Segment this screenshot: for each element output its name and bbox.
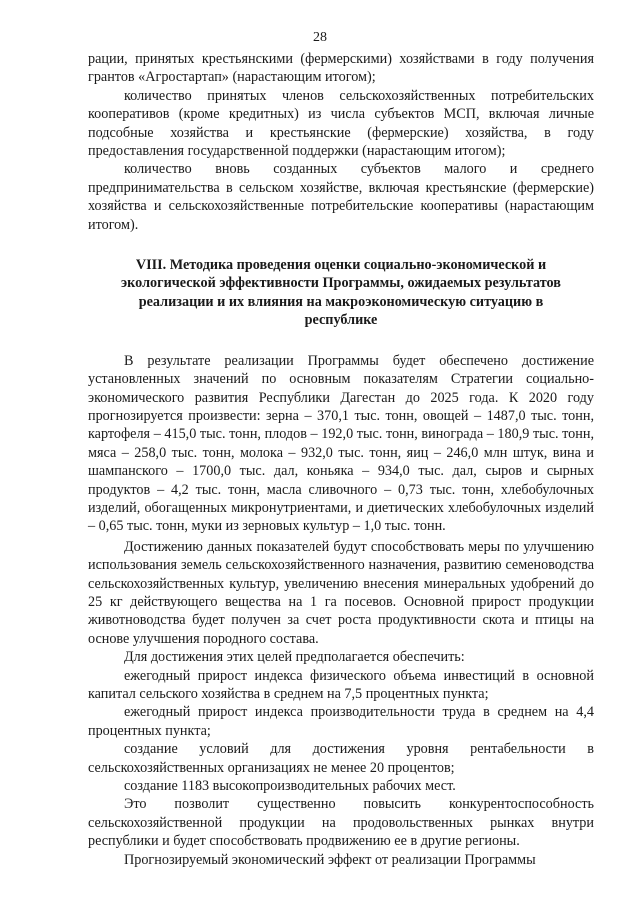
paragraph: количество вновь созданных субъектов малого и среднего предпринимательства в сельском хозяйстве, включая крестьянские (фермерские) хозяйства и сельскохозяйственные потребительские кооперативы (нарастающим итогом). [88, 161, 594, 233]
paragraph: количество принятых членов сельскохозяйственных потребительских кооперативов (кроме кредитных) из числа субъектов МСП, включая личные подсобные хозяйства и крестьянские (фермерские) хозяйства, в году предоставления государственной поддержки (нарастающим итогом); [88, 87, 594, 160]
page-number: 28 [313, 30, 327, 45]
paragraph: Для достижения этих целей предполагается обеспечить: [124, 649, 465, 666]
list-item: ежегодный прирост индекса производительности труда в среднем на 4,4 процентных пункта; [88, 704, 594, 739]
paragraph: Это позволит существенно повысить конкурентоспособность сельскохозяйственной продукции на продовольственных рынках внутри республики и будет способствовать продвижению ее в другие регионы. [88, 796, 594, 850]
list-item: ежегодный прирост индекса физического объема инвестиций в основной капитал сельского хозяйства в среднем на 7,5 процентных пункта; [88, 667, 594, 702]
document-body [88, 50, 594, 869]
paragraph: Прогнозируемый экономический эффект от реализации Программы [124, 851, 536, 868]
paragraph: В результате реализации Программы будет обеспечено достижение установленных значений по основным показателям Стратегии социально-экономического развития Республики Дагестан до 2025 года. К 2020 году прогнозируется произвести: зерна – 370,1 тыс. тонн, овощей – 1487,0 тыс. тонн, картофеля – 415,0 тыс. тонн, плодов – 192,0 тыс. тонн, винограда – 180,9 тыс. тонн, мяса – 258,0 тыс. тонн, молока – 932,0 тыс. тонн, яиц – 246,0 млн штук, вина и шампанского – 1700,0 тыс. дал, коньяка – 934,0 тыс. дал, сыров и сырных продуктов – 4,2 тыс. тонн, масла сливочного – 0,73 тыс. тонн, хлебобулочных изделий, обогащенных микронутриентами, и диетических хлебобулочных изделий – 0,65 тыс. тонн, муки из зерновых культур – 1,0 тыс. тонн. [88, 352, 594, 535]
list-item: создание условий для достижения уровня рентабельности в сельскохозяйственных организациях не менее 20 процентов; [88, 741, 594, 776]
section-heading: VIII. Методика проведения оценки социально-экономической и экологической эффективности Программы, ожидаемых результатов реализации и их влияния на макроэкономическую ситуацию в республике [121, 257, 561, 329]
paragraph: рации, принятых крестьянскими (фермерскими) хозяйствами в году получения грантов «Агростартап» (нарастающим итогом); [88, 51, 594, 86]
list-item: создание 1183 высокопроизводительных рабочих мест. [124, 778, 456, 795]
paragraph: Достижению данных показателей будут способствовать меры по улучшению использования земель сельскохозяйственного назначения, развитию семеноводства сельскохозяйственных культур, увеличению внесения минеральных удобрений до 25 кг действующего вещества на 1 га посевов. Основной прирост продукции животноводства будет получен за счет роста продуктивности скота и птицы на основе улучшения породного состава. [88, 538, 594, 647]
